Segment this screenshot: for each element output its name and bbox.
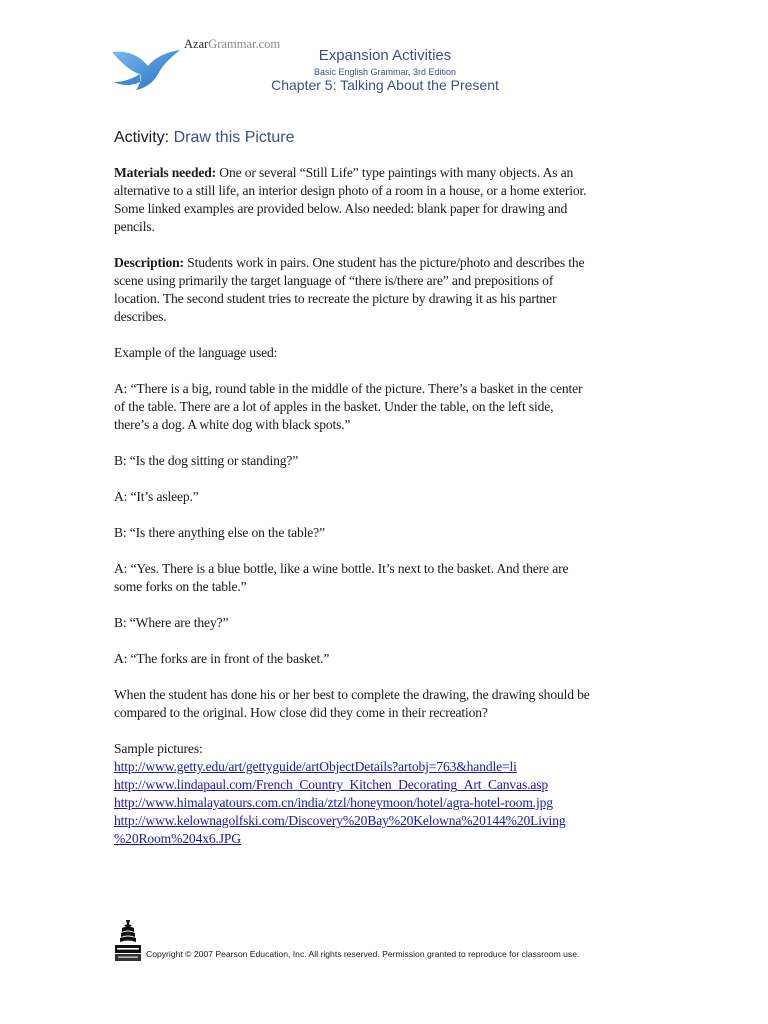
dialogue-line: A: “Yes. There is a blue bottle, like a wine bottle. It’s next to the basket. And there are some forks on the table.” bbox=[114, 561, 569, 594]
dialogue-line: A: “There is a big, round table in the middle of the picture. There’s a basket in the center of the table. There are a lot of apples in the basket. Under the table, on the left side, there’s a dog. A white dog with black spots.” bbox=[114, 381, 583, 432]
bird-logo-icon bbox=[110, 46, 182, 92]
pearson-logo-icon bbox=[114, 918, 142, 962]
copyright-text: Copyright © 2007 Pearson Education, Inc. All rights reserved. Permission granted to reproduce for classroom use. bbox=[146, 949, 580, 959]
dialogue-line: A: “The forks are in front of the basket.” bbox=[114, 651, 330, 666]
conclusion-paragraph: When the student has done his or her best to complete the drawing, the drawing should be compared to the original. How close did they come in their recreation? bbox=[114, 687, 590, 720]
sample-link-getty[interactable]: http://www.getty.edu/art/gettyguide/artObjectDetails?artobj=763&handle=li bbox=[114, 759, 517, 774]
description-paragraph: Description: Students work in pairs. One student has the picture/photo and describes the scene using primarily the target language of “there is/there are” and prepositions of location. The second student tries to recreate the picture by drawing it as his partner describes. bbox=[114, 255, 585, 324]
activity-label: Activity: bbox=[114, 129, 170, 146]
activity-name: Draw this Picture bbox=[173, 129, 295, 146]
dialogue-line: B: “Where are they?” bbox=[114, 615, 229, 630]
document-body bbox=[114, 164, 674, 848]
logo-wordmark: AzarGrammar.com bbox=[184, 37, 281, 51]
description-label: Description: bbox=[114, 255, 184, 270]
sample-link-himalayatours[interactable]: http://www.himalayatours.com.cn/india/ztzl/honeymoon/hotel/agra-hotel-room.jpg bbox=[114, 795, 553, 810]
sample-link-kelowna-cont[interactable]: %20Room%204x6.JPG bbox=[114, 831, 241, 846]
footer bbox=[114, 918, 674, 964]
materials-paragraph: Materials needed: One or several “Still Life” type paintings with many objects. As an alternative to a still life, an interior design photo of a room in a house, or a home exterior. Some linked examples are provided below. Also needed: blank paper for drawing and pencils. bbox=[114, 165, 587, 234]
sample-link-lindapaul[interactable]: http://www.lindapaul.com/French_Country_Kitchen_Decorating_Art_Canvas.asp bbox=[114, 777, 549, 792]
example-intro: Example of the language used: bbox=[114, 345, 278, 360]
dialogue-line: B: “Is there anything else on the table?” bbox=[114, 525, 325, 540]
header-title: Expansion Activities bbox=[318, 47, 452, 64]
header-subtitle: Basic English Grammar, 3rd Edition bbox=[313, 67, 457, 77]
sample-pictures-label: Sample pictures: bbox=[114, 741, 203, 756]
dialogue-line: A: “It’s asleep.” bbox=[114, 489, 199, 504]
dialogue-line: B: “Is the dog sitting or standing?” bbox=[114, 453, 299, 468]
chapter-title: Chapter 5: Talking About the Present bbox=[271, 77, 499, 93]
materials-label: Materials needed: bbox=[114, 165, 217, 180]
sample-link-kelowna[interactable]: http://www.kelownagolfski.com/Discovery%20Bay%20Kelowna%20144%20Living bbox=[114, 813, 566, 828]
sample-pictures bbox=[114, 740, 674, 848]
activity-heading bbox=[114, 129, 295, 147]
